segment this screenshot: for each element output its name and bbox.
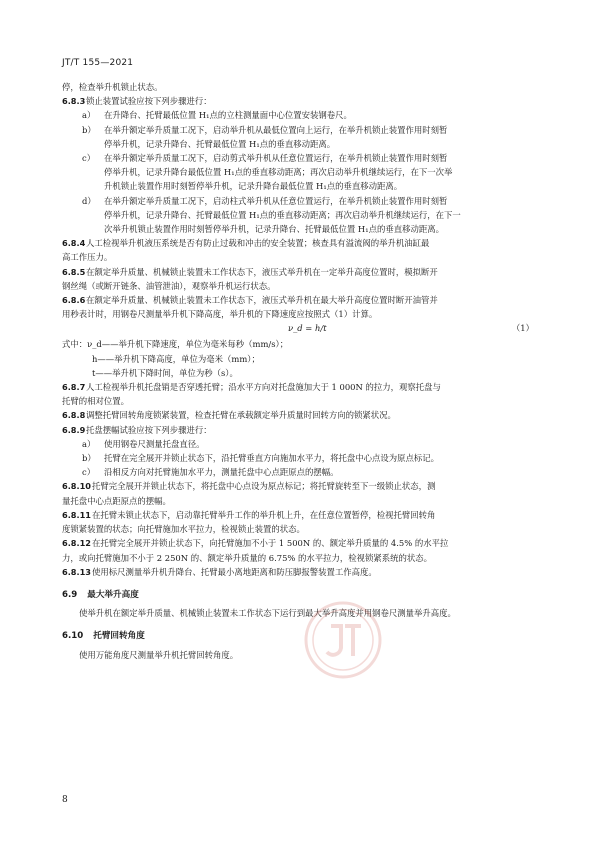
clause-number: 6.8.3	[62, 96, 86, 107]
clause-6-8-10	[62, 479, 536, 493]
list-label: d）	[82, 195, 96, 206]
clause-text-continued: 量托盘中心点距原点的摆幅。	[62, 495, 171, 506]
clause-text: 在托臂未锁止状态下，启动靠托臂举升工作的举升机上升，在任意位置暂停，检视托臂回转角	[92, 509, 436, 520]
clause-6-8-13	[62, 565, 536, 579]
list-text-continued: 停举升机，记录升降台、托臂最低位置 H₁点的垂直移动距离。	[104, 138, 336, 149]
list-text: 沿相反方向对托臂施加水平力，测量托盘中心点距原点的摆幅。	[104, 467, 339, 478]
clause-text: 在托臂完全展开并锁止状态下，向托臂施加不小于 1 500N 的、额定举升质量的 4.5% 的水平拉	[92, 538, 449, 549]
clause-number: 6.8.11	[62, 509, 92, 520]
standard-code-header: JT/T 155—2021	[62, 58, 134, 68]
list-label: b）	[82, 124, 96, 135]
list-label: b）	[82, 453, 96, 464]
list-text: 托臂在完全展开并锁止状态下，沿托臂垂直方向施加水平力，将托盘中心点设为原点标记。	[104, 453, 439, 464]
clause-number: 6.8.13	[62, 566, 92, 577]
clause-6-8-9	[62, 423, 536, 437]
clause-number: 6.8.9	[62, 424, 86, 435]
clause-number: 6.8.10	[62, 481, 92, 492]
list-text-continued: 停举升机，记录升降台、托臂最低位置 H₁点的垂直移动距离；再次启动举升机继续运行，在下一	[104, 209, 461, 220]
formula-number: （1）	[511, 323, 534, 334]
clause-text-continued: 用秒表计时，用钢卷尺测量举升机下降高度，举升机的下降速度应按照式（1）计算。	[62, 309, 378, 320]
formula-expression: ν_d = h/t	[288, 323, 327, 334]
clause-6-8-12	[62, 536, 536, 550]
list-label: a）	[82, 110, 96, 121]
clause-text-continued: 托臂的相对位置。	[62, 396, 129, 407]
list-text-continued: 停举升机，记录升降台最低位置 H₁点的垂直移动距离；再次启动举升机继续运行，在下一次举	[104, 167, 453, 178]
clause-number: 6.8.4	[62, 238, 86, 249]
clause-6-8-5	[62, 265, 536, 279]
list-text: 在举升额定举升质量工况下，启动举升机从最低位置向上运行，在举升机锁止装置作用时刻暂	[104, 124, 448, 135]
list-item-b	[62, 123, 536, 137]
clause-text-continued: 高工作压力。	[62, 252, 113, 263]
list-item-d	[62, 194, 536, 208]
clause-text: 在额定举升质量、机械锁止装置未工作状态下，液压式举升机在一定举升高度位置时，模拟断开	[86, 266, 438, 277]
clause-number: 6.8.6	[62, 295, 86, 306]
clause-text: 人工检视举升机托盘销是否穿透托臂；沿水平方向对托盘施加大于 1 000N 的拉力，观察托盘与	[86, 382, 441, 393]
formula-where-1: 式中：ν_d——举升机下降速度，单位为毫米每秒（mm/s）；	[62, 339, 289, 350]
clause-number: 6.8.8	[62, 410, 86, 421]
list-item-b	[62, 451, 536, 465]
paragraph-continuation: 停，检查举升机锁止状态。	[62, 82, 163, 92]
list-text: 使用钢卷尺测量托盘直径。	[104, 438, 205, 449]
page-content	[62, 80, 536, 662]
clause-6-8-4	[62, 236, 536, 250]
section-title: 托臂回转角度	[93, 631, 145, 642]
list-text-continued: 次举升机锁止装置作用时刻暂停举升机，记录升降台、托臂最低位置 H₁点的垂直移动距离。	[104, 224, 444, 235]
section-heading-6-9	[62, 588, 536, 602]
clause-text: 锁止装置试验应按下列步骤进行：	[86, 96, 212, 107]
section-number: 6.9	[62, 589, 78, 600]
clause-text-continued: 度锁紧装置的状态；向托臂施加水平拉力，检视锁止装置的状态。	[62, 524, 305, 535]
list-item-c	[62, 465, 536, 479]
list-text: 在举升额定举升质量工况下，启动柱式举升机从任意位置运行，在举升机锁止装置作用时刻暂	[104, 195, 448, 206]
list-text: 在升降台、托臂最低位置 H₁点的立柱测量面中心位置安装钢卷尺。	[104, 110, 352, 121]
section-body-6-9: 使举升机在额定举升质量、机械锁止装置未工作状态下运行到最大举升高度并用钢卷尺测量举升高度。	[79, 608, 456, 619]
section-heading-6-10	[62, 629, 536, 643]
clause-number: 6.8.5	[62, 266, 86, 277]
list-label: c）	[82, 153, 96, 164]
formula-where-2: h——举升机下降高度，单位为毫米（mm）；	[92, 353, 260, 364]
clause-6-8-7	[62, 380, 536, 394]
list-label: c）	[82, 467, 96, 478]
clause-text: 托臂完全展开并锁止状态下，将托盘中心点设为原点标记；将托臂旋转至下一级锁止状态，测	[92, 481, 436, 492]
list-label: a）	[82, 438, 96, 449]
clause-text: 人工检视举升机液压系统是否有防止过载和冲击的安全装置；核查具有溢流阀的举升机油缸最	[86, 238, 430, 249]
clause-text: 托盘摆幅试验应按下列步骤进行：	[86, 424, 212, 435]
clause-number: 6.8.7	[62, 382, 86, 393]
clause-text-continued: 力，或向托臂施加不小于 2 250N 的、额定举升质量的 6.75% 的水平拉力，检视锁紧系统的状态。	[62, 552, 433, 563]
clause-6-8-6	[62, 293, 536, 307]
clause-text: 使用标尺测量举升机升降台、托臂最小离地距离和防压脚报警装置工作高度。	[92, 566, 377, 577]
formula-1	[62, 321, 536, 337]
page-number: 8	[62, 795, 68, 805]
list-text: 在举升额定举升质量工况下，启动剪式举升机从任意位置运行，在举升机锁止装置作用时刻暂	[104, 153, 448, 164]
clause-number: 6.8.12	[62, 538, 92, 549]
clause-text-continued: 钢丝绳（或断开链条、油管泄油），观察举升机运行状态。	[62, 280, 276, 291]
list-item-a	[62, 108, 536, 122]
clause-6-8-3	[62, 94, 536, 108]
list-item-c	[62, 151, 536, 165]
clause-6-8-11	[62, 508, 536, 522]
list-item-a	[62, 437, 536, 451]
formula-where-3: t——举升机下降时间，单位为秒（s）。	[92, 367, 238, 378]
clause-text: 在额定举升质量、机械锁止装置未工作状态下，液压式举升机在最大举升高度位置时断开油管并	[86, 295, 438, 306]
section-body-6-10: 使用万能角度尺测量举升机托臂回转角度。	[79, 649, 239, 660]
section-title: 最大举升高度	[87, 589, 139, 600]
jt-watermark-seal-icon	[303, 600, 383, 680]
clause-6-8-8	[62, 408, 536, 422]
clause-text: 调整托臂回转角度锁紧装置，检查托臂在承载额定举升质量时回转方向的锁紧状况。	[86, 410, 396, 421]
list-text-continued: 升机锁止装置作用时刻暂停举升机，记录升降台最低位置 H₁点的垂直移动距离。	[104, 181, 403, 192]
section-number: 6.10	[62, 631, 84, 642]
